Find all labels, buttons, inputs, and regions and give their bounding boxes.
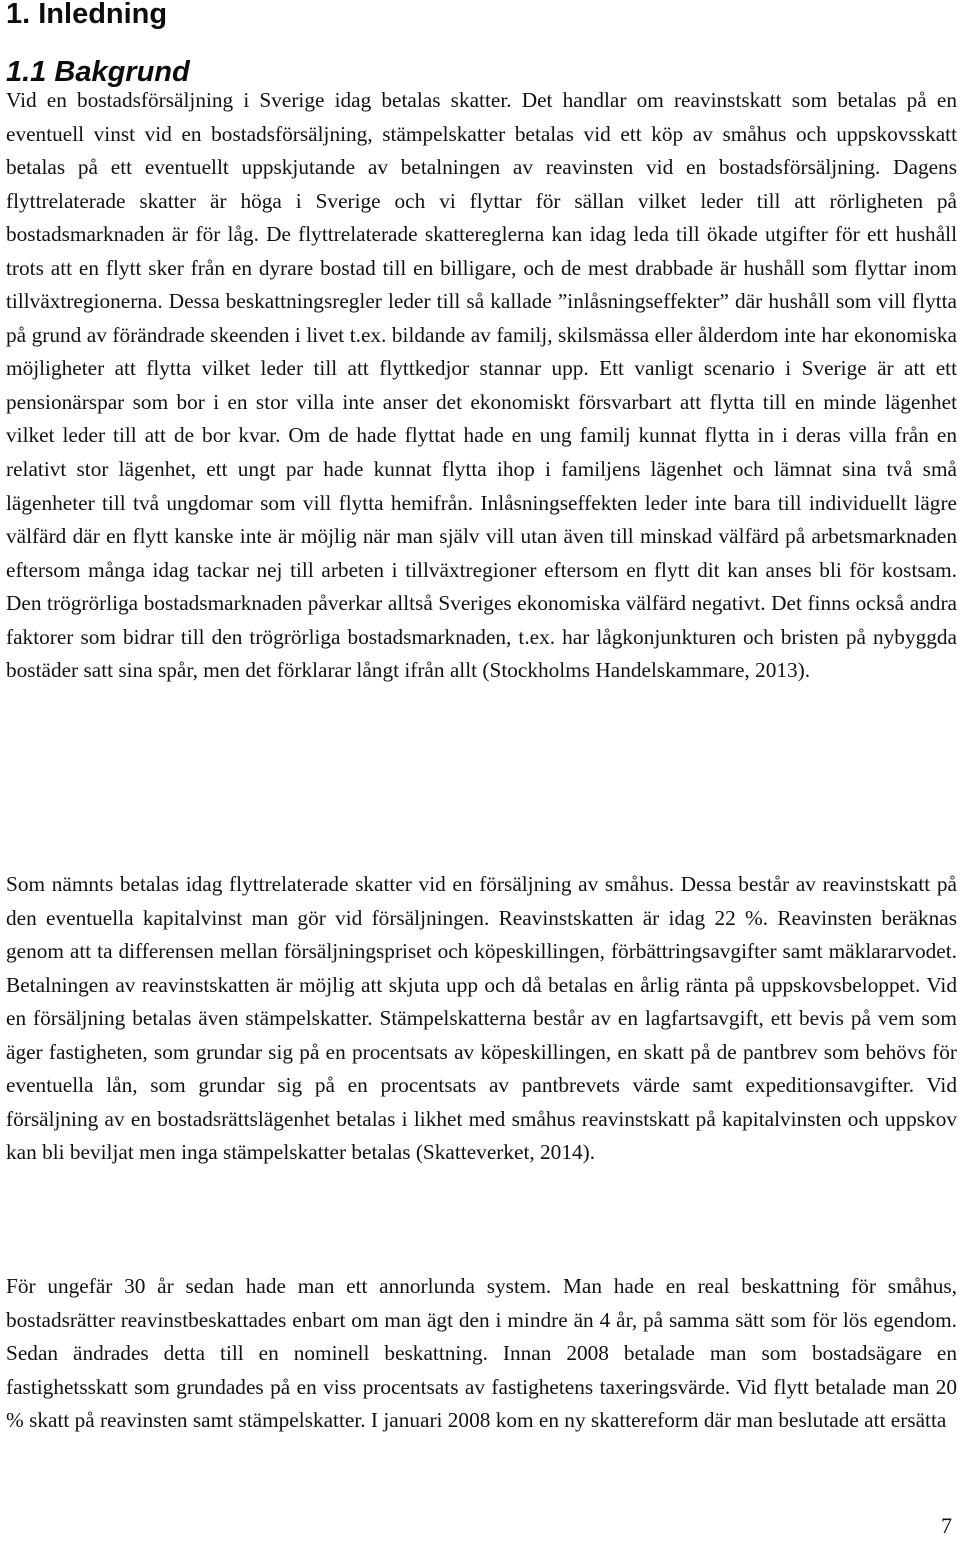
page-number: 7 <box>941 1513 952 1538</box>
section-heading: 1.1 Bakgrund <box>6 56 190 88</box>
body-paragraph-1: Vid en bostadsförsäljning i Sverige idag betalas skatter. Det handlar om reavinstskatt som betalas på en eventuell vinst vid en bostadsförsäljning, stämpelskatter betalas vid ett köp av småhus och uppskovsskatt betalas på ett eventuellt uppskjutande av betalningen av reavinsten vid en bostadsförsäljning. Dagens flyttrelaterade skatter är höga i Sverige och vi flyttar för sällan vilket leder till att rörligheten på bostadsmarknaden är för låg. De flyttrelaterade skattereglerna kan idag leda till ökade utgifter för ett hushåll trots att en flytt sker från en dyrare bostad till en billigare, och de mest drabbade är hushåll som flyttar inom tillväxtregionerna. Dessa beskattningsregler leder till så kallade ”inlåsningseffekter” där hushåll som vill flytta på grund av förändrade skeenden i livet t.ex. bildande av familj, skilsmässa eller ålderdom inte har ekonomiska möjligheter att flytta vilket leder till att flyttkedjor stannar upp. Ett vanligt scenario i Sverige är att ett pensionärspar som bor i en stor villa inte anser det ekonomiskt försvarbart att flytta till en minde lägenhet vilket leder till att de bor kvar. Om de hade flyttat hade en ung familj kunnat flytta in i deras villa från en relativt stor lägenhet, ett ungt par hade kunnat flytta ihop i familjens lägenhet och lämnat sina två små lägenheter till två ungdomar som vill flytta hemifrån. Inlåsningseffekten leder inte bara till individuellt lägre välfärd där en flytt kanske inte är möjlig när man själv vill utan även till minskad välfärd på arbetsmarknaden eftersom många idag tackar nej till arbeten i tillväxtregioner eftersom en flytt dit kan anses bli för kostsam. Den trögrörliga bostadsmarknaden påverkar alltså Sveriges ekonomiska välfärd negativt. Det finns också andra faktorer som bidrar till den trögrörliga bostadsmarknaden, t.ex. har lågkonjunkturen och bristen på nybyggda bostäder satt sina spår, men det förklarar långt ifrån allt (Stockholms Handelskammare, 2013). <box>6 88 957 683</box>
body-paragraph-3: För ungefär 30 år sedan hade man ett annorlunda system. Man hade en real beskattning för småhus, bostadsrätter reavinstbeskattades enbart om man ägt den i mindre än 4 år, på samma sätt som för lös egendom. Sedan ändrades detta till en nominell beskattning. Innan 2008 betalade man som bostadsägare en fastighetsskatt som grundades på en viss procentsats av fastighetens taxeringsvärde. Vid flytt betalade man 20 % skatt på reavinsten samt stämpelskatter. I januari 2008 kom en ny skattereform där man beslutade att ersätta <box>6 1274 957 1433</box>
body-paragraph-2: Som nämnts betalas idag flyttrelaterade skatter vid en försäljning av småhus. Dessa består av reavinstskatt på den eventuella kapitalvinst man gör vid försäljningen. Reavinstskatten är idag 22 %. Reavinsten beräknas genom att ta differensen mellan försäljningspriset och köpeskillingen, förbättringsavgifter samt mäklararvodet. Betalningen av reavinstskatten är möjlig att skjuta upp och då betalas en årlig ränta på uppskovsbeloppet. Vid en försäljning betalas även stämpelskatter. Stämpelskatterna består av en lagfartsavgift, ett bevis på vem som äger fastigheten, som grundar sig på en procentsats av köpeskillingen, en skatt på de pantbrev som behövs för eventuella lån, som grundar sig på en procentsats av pantbrevets värde samt expeditionsavgifter. Vid försäljning av en bostadsrättslägenhet betalas i likhet med småhus reavinstskatt på kapitalvinsten och uppskov kan bli beviljat men inga stämpelskatter betalas (Skatteverket, 2014). <box>6 872 957 1165</box>
chapter-heading: 1. Inledning <box>6 0 168 30</box>
